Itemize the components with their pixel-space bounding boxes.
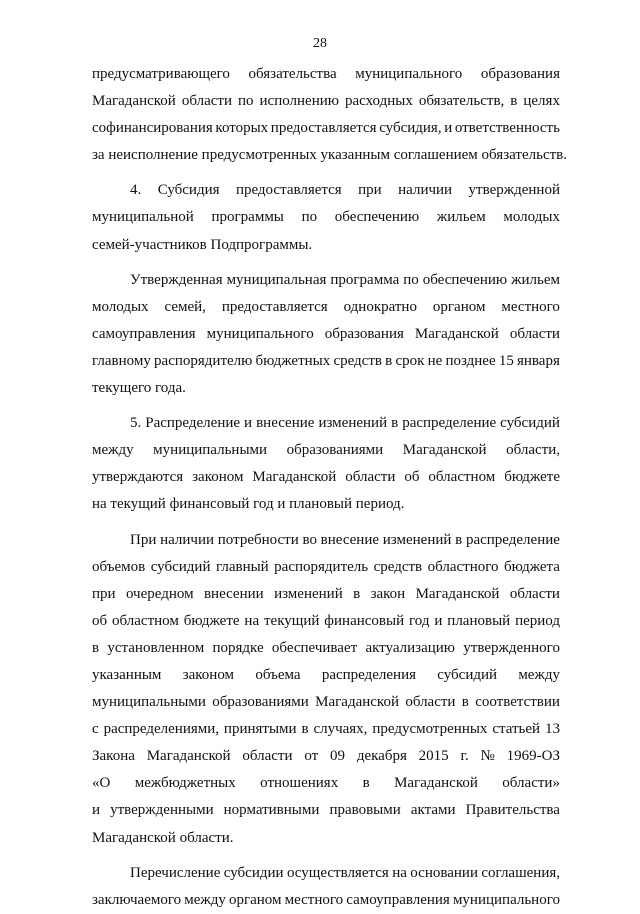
- word: об: [92, 612, 108, 629]
- word: области: [509, 585, 560, 602]
- word: Магаданской: [146, 748, 231, 765]
- word: и: [92, 802, 101, 819]
- word: 1969-ОЗ: [506, 748, 560, 765]
- word: между: [92, 442, 134, 459]
- word: которых: [215, 120, 269, 137]
- word: образования: [480, 66, 560, 82]
- word: при: [358, 182, 382, 199]
- word: местного: [284, 891, 344, 908]
- text-line: [92, 204, 560, 231]
- word: областном: [112, 612, 179, 629]
- word: срок: [395, 352, 425, 369]
- word: не: [427, 352, 443, 369]
- word: объемов: [92, 558, 146, 575]
- word: исполнению: [259, 93, 339, 110]
- paragraph: [92, 410, 560, 518]
- word: субсидия,: [379, 120, 442, 137]
- text-line: [92, 88, 560, 115]
- text-line: семей-участников Подпрограммы.: [92, 236, 313, 253]
- word: 13: [544, 721, 560, 738]
- word: в: [510, 93, 518, 110]
- word: от: [304, 748, 319, 765]
- text-line: [92, 177, 560, 204]
- word: Магаданской: [252, 469, 337, 486]
- word: очередном: [125, 585, 194, 602]
- text-line: [92, 770, 560, 797]
- word: принятыми: [223, 721, 297, 738]
- word: расходных: [344, 93, 413, 110]
- word: распределениями,: [103, 721, 220, 738]
- word: молодых: [503, 209, 560, 226]
- word: 5.: [130, 415, 142, 432]
- word: бюджете: [183, 612, 240, 629]
- word: плановый: [447, 612, 511, 629]
- word: по: [238, 93, 254, 110]
- word: субсидий: [500, 415, 560, 432]
- word: области: [509, 325, 560, 342]
- text-line: Магаданской области.: [92, 829, 234, 846]
- word: потребности: [217, 531, 299, 548]
- word: внесение: [256, 415, 315, 432]
- text-line: [92, 797, 560, 824]
- word: внесение: [320, 531, 380, 548]
- word: межбюджетных: [134, 775, 236, 792]
- word: программа: [330, 271, 400, 288]
- word: во: [302, 531, 317, 548]
- word: самоуправления: [346, 891, 450, 908]
- word: финансовый: [324, 612, 405, 629]
- text-line: [92, 464, 560, 491]
- word: субсидий: [150, 558, 211, 575]
- word: утвержденного: [463, 639, 560, 656]
- word: 2015: [418, 748, 449, 765]
- word: молодых: [92, 298, 149, 315]
- text-line: текущего года.: [92, 380, 186, 397]
- word: закон: [370, 585, 406, 602]
- word: актами: [410, 802, 456, 819]
- word: области,: [506, 442, 560, 459]
- word: главный: [215, 558, 269, 575]
- word: в: [301, 721, 309, 738]
- text-line: [92, 437, 560, 464]
- word: объема: [255, 666, 301, 683]
- word: Магаданской: [394, 775, 478, 792]
- word: муниципальной: [92, 209, 194, 226]
- word: распределение: [402, 415, 497, 432]
- word: утвержденной: [468, 182, 560, 199]
- text-line: [92, 267, 560, 294]
- word: жильем: [436, 209, 486, 226]
- word: При: [130, 531, 157, 548]
- word: ответственность: [454, 120, 560, 137]
- word: период: [515, 612, 560, 629]
- word: муниципального: [452, 891, 560, 908]
- word: случаях,: [313, 721, 368, 738]
- word: распорядитель: [274, 558, 369, 575]
- word: обязательств,: [418, 93, 505, 110]
- word: средств: [333, 352, 382, 369]
- word: установленном: [107, 639, 205, 656]
- word: главному: [92, 352, 151, 369]
- text-line: [92, 527, 560, 554]
- word: муниципальная: [226, 271, 327, 288]
- text-line: [92, 410, 560, 437]
- word: правовыми: [329, 802, 401, 819]
- word: осуществляется: [286, 864, 389, 881]
- word: семей,: [164, 298, 206, 315]
- page-number: 28: [313, 36, 327, 51]
- word: бюджете: [504, 469, 560, 486]
- word: по: [403, 271, 419, 288]
- word: Магаданской: [414, 325, 499, 342]
- word: утверждаются: [92, 469, 184, 486]
- text-line: [92, 716, 560, 743]
- word: Утвержденная: [130, 271, 223, 288]
- word: Магаданской: [92, 93, 176, 110]
- word: программы: [211, 209, 284, 226]
- word: 09: [330, 748, 345, 765]
- text-line: [92, 887, 560, 914]
- word: наличии: [398, 182, 453, 199]
- word: между: [184, 891, 226, 908]
- word: области: [242, 748, 293, 765]
- word: по: [301, 209, 318, 226]
- word: области: [181, 93, 232, 110]
- text-line: [92, 321, 560, 348]
- word: Перечисление: [130, 864, 221, 881]
- word: бюджета: [504, 558, 560, 575]
- word: местного: [501, 298, 560, 315]
- text-line: [92, 860, 560, 887]
- word: обязательства: [248, 66, 337, 82]
- word: самоуправления: [92, 325, 196, 342]
- text-line: [92, 581, 560, 608]
- word: изменений: [382, 531, 452, 548]
- word: внесении: [203, 585, 264, 602]
- word: распределение: [465, 531, 560, 548]
- word: утвержденными: [110, 802, 214, 819]
- word: органом: [228, 891, 282, 908]
- word: муниципального: [355, 66, 463, 82]
- word: распорядителю: [154, 352, 253, 369]
- word: с: [92, 721, 99, 738]
- word: соглашения,: [481, 864, 560, 881]
- word: Магаданской: [315, 694, 399, 711]
- word: в: [461, 694, 469, 711]
- word: 15: [498, 352, 514, 369]
- word: 4.: [130, 182, 142, 199]
- word: заключаемого: [92, 891, 182, 908]
- paragraph: [92, 177, 560, 258]
- word: области: [405, 694, 456, 711]
- word: порядке: [212, 639, 264, 656]
- word: предусматривающего: [92, 66, 230, 82]
- word: и: [244, 415, 253, 432]
- word: при: [92, 585, 116, 602]
- word: г.: [460, 748, 469, 765]
- word: образования: [324, 325, 404, 342]
- word: №: [480, 748, 495, 765]
- word: год: [409, 612, 430, 629]
- word: статьей: [492, 721, 541, 738]
- text-line: [92, 294, 560, 321]
- text-line: [92, 348, 560, 375]
- word: субсидии: [223, 864, 284, 881]
- word: областного: [427, 558, 499, 575]
- word: муниципальными: [92, 694, 206, 711]
- text-line: [92, 662, 560, 689]
- word: целях: [523, 93, 560, 110]
- word: Правительства: [465, 802, 560, 819]
- word: на: [244, 612, 260, 629]
- word: предоставляется: [235, 182, 342, 199]
- word: образованиями: [286, 442, 384, 459]
- word: в: [362, 775, 370, 792]
- word: областном: [428, 469, 496, 486]
- text-line: на текущий финансовый год и плановый период.: [92, 496, 405, 513]
- word: и: [444, 120, 453, 137]
- word: обеспечению: [334, 209, 420, 226]
- paragraph: [92, 267, 560, 402]
- paragraph: [92, 61, 567, 169]
- word: софинансирования: [92, 120, 213, 137]
- word: Распределение: [145, 415, 241, 432]
- word: муниципального: [206, 325, 314, 342]
- word: отношениях: [260, 775, 339, 792]
- word: изменений: [318, 415, 388, 432]
- paragraph: [92, 527, 560, 852]
- word: «О: [92, 775, 111, 792]
- word: декабря: [356, 748, 407, 765]
- word: средств: [373, 558, 423, 575]
- text-line: [92, 554, 560, 581]
- word: предоставляется: [221, 298, 328, 315]
- word: основании: [410, 864, 478, 881]
- text-line: [92, 635, 560, 662]
- word: об: [404, 469, 420, 486]
- word: муниципальными: [153, 442, 268, 459]
- word: области»: [502, 775, 560, 792]
- text-line: [92, 608, 560, 635]
- word: области: [345, 469, 396, 486]
- word: Магаданской: [415, 585, 500, 602]
- word: между: [518, 666, 560, 683]
- word: в: [455, 531, 463, 548]
- word: в: [353, 585, 361, 602]
- word: в: [385, 352, 393, 369]
- word: актуализацию: [365, 639, 455, 656]
- word: Закона: [92, 748, 135, 765]
- word: наличии: [160, 531, 215, 548]
- text-line: за неисполнение предусмотренных указанным соглашением обязательств.: [92, 147, 567, 164]
- word: Субсидия: [157, 182, 220, 199]
- word: в: [92, 639, 100, 656]
- word: изменений: [274, 585, 343, 602]
- word: обеспечивает: [271, 639, 358, 656]
- word: текущий: [264, 612, 320, 629]
- word: предусмотренных: [372, 721, 488, 738]
- word: указанным: [92, 666, 162, 683]
- text-line: [92, 115, 560, 142]
- word: бюджетных: [255, 352, 331, 369]
- word: и: [434, 612, 443, 629]
- word: субсидий: [437, 666, 498, 683]
- word: законом: [192, 469, 244, 486]
- document-body: [92, 61, 567, 914]
- word: соответствии: [475, 694, 560, 711]
- word: органом: [432, 298, 486, 315]
- word: в: [391, 415, 399, 432]
- word: на: [392, 864, 407, 881]
- word: обеспечению: [422, 271, 508, 288]
- paragraph: [92, 860, 560, 914]
- word: образованиями: [212, 694, 309, 711]
- word: законом: [182, 666, 235, 683]
- word: января: [517, 352, 560, 369]
- word: Магаданской: [402, 442, 487, 459]
- text-line: [92, 743, 560, 770]
- word: жильем: [511, 271, 560, 288]
- word: предоставляется: [270, 120, 377, 137]
- word: позднее: [445, 352, 496, 369]
- text-line: [92, 689, 560, 716]
- word: распределения: [321, 666, 417, 683]
- word: нормативными: [223, 802, 320, 819]
- text-line: [92, 61, 560, 88]
- word: однократно: [343, 298, 417, 315]
